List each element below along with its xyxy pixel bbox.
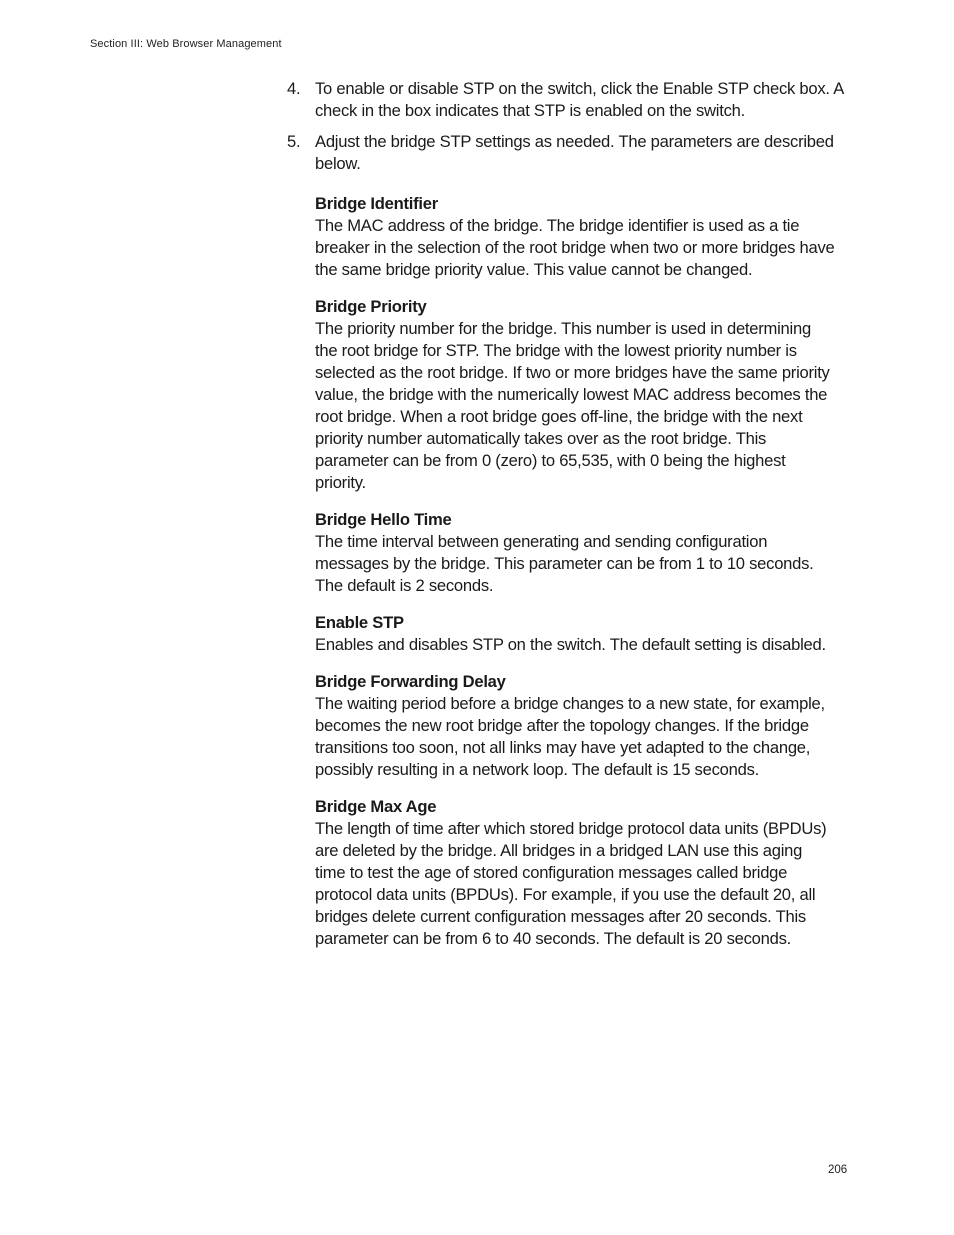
- parameter-name: Bridge Identifier: [315, 194, 438, 213]
- step-item: [287, 78, 862, 122]
- parameter-description: Enables and disables STP on the switch. The default setting is disabled.: [315, 635, 826, 654]
- page-number: 206: [828, 1164, 848, 1176]
- parameter-entry: [315, 296, 835, 494]
- step-text: Adjust the bridge STP settings as needed. The parameters are described below.: [315, 132, 834, 173]
- running-header: Section III: Web Browser Management: [90, 38, 282, 50]
- parameter-name: Bridge Hello Time: [315, 510, 452, 529]
- document-body: [287, 78, 862, 965]
- step-item: [287, 131, 862, 175]
- parameter-entry: [315, 796, 835, 950]
- parameter-description: The time interval between generating and sending configuration messages by the bridge. This parameter can be from 1 to 10 seconds. The default is 2 seconds.: [315, 532, 814, 595]
- parameter-name: Bridge Max Age: [315, 797, 437, 816]
- parameter-name: Bridge Priority: [315, 297, 427, 316]
- parameter-entry: [315, 612, 835, 656]
- parameter-list: [315, 193, 835, 950]
- parameter-entry: [315, 671, 835, 781]
- parameter-description: The length of time after which stored bridge protocol data units (BPDUs) are deleted by the bridge. All bridges in a bridged LAN use this aging time to test the age of stored configuration messages called bridge protocol data units (BPDUs). For example, if you use the default 20, all bridges delete current configuration messages after 20 seconds. This parameter can be from 6 to 40 seconds. The default is 20 seconds.: [315, 819, 827, 948]
- step-number: 5.: [287, 132, 301, 151]
- step-number: 4.: [287, 79, 301, 98]
- parameter-description: The MAC address of the bridge. The bridge identifier is used as a tie breaker in the selection of the root bridge when two or more bridges have the same bridge priority value. This value cannot be changed.: [315, 216, 835, 279]
- parameter-entry: [315, 193, 835, 281]
- parameter-name: Bridge Forwarding Delay: [315, 672, 506, 691]
- step-text: To enable or disable STP on the switch, click the Enable STP check box. A check in the box indicates that STP is enabled on the switch.: [315, 79, 844, 120]
- parameter-description: The priority number for the bridge. This number is used in determining the root bridge for STP. The bridge with the lowest priority number is selected as the root bridge. If two or more bridges have the same priority value, the bridge with the numerically lowest MAC address becomes the root bridge. When a root bridge goes off-line, the bridge with the next priority number automatically takes over as the root bridge. This parameter can be from 0 (zero) to 65,535, with 0 being the highest priority.: [315, 319, 830, 492]
- parameter-description: The waiting period before a bridge changes to a new state, for example, becomes the new root bridge after the topology changes. If the bridge transitions too soon, not all links may have yet adapted to the change, possibly resulting in a network loop. The default is 15 seconds.: [315, 694, 825, 779]
- parameter-entry: [315, 509, 835, 597]
- parameter-name: Enable STP: [315, 613, 404, 632]
